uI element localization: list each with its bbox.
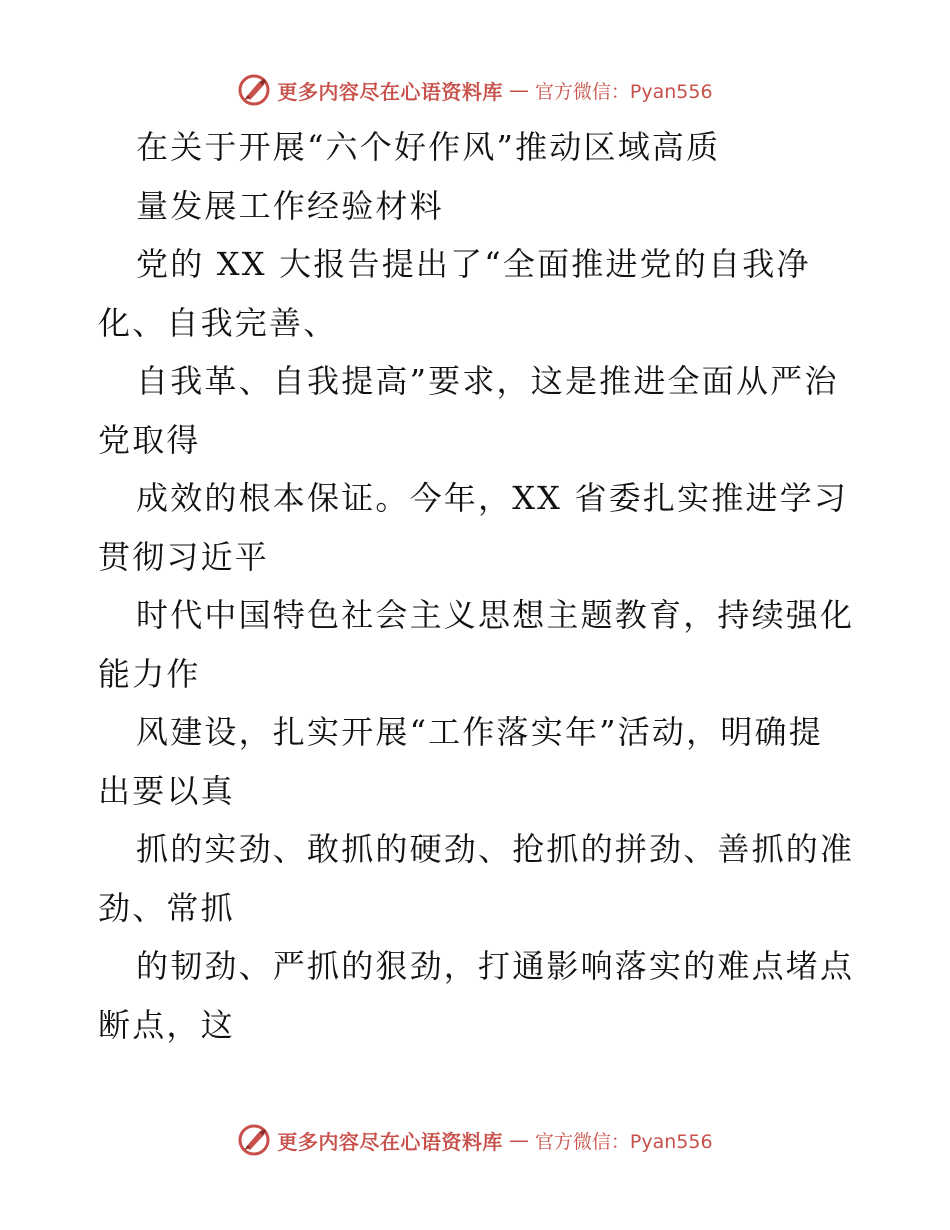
document-title-line-2: 量发展工作经验材料 (136, 186, 444, 225)
header-banner (0, 70, 950, 110)
footer-separator: — (508, 1128, 529, 1152)
paragraph-line: 党取得 (98, 420, 201, 459)
document-body (98, 118, 858, 1054)
paragraph-line: 贯彻习近平 (98, 537, 270, 576)
header-separator: — (508, 78, 529, 102)
footer-contact: 官方微信：Pyan556 (534, 1130, 713, 1153)
paragraph-line: 劲、常抓 (98, 888, 235, 927)
paragraph-line: 风建设，扎实开展“工作落实年”活动，明确提 (136, 713, 823, 751)
footer-banner-text: 更多内容尽在心语资料库 (277, 1129, 503, 1154)
header-banner-text: 更多内容尽在心语资料库 (277, 79, 503, 104)
paragraph-line: 断点，这 (98, 1005, 235, 1044)
paragraph-line: 能力作 (98, 654, 201, 693)
paragraph-line: 出要以真 (98, 771, 235, 810)
paragraph-line: 自我革、自我提高”要求，这是推进全面从严治 (136, 362, 839, 400)
pen-nib-logo-icon (237, 73, 271, 107)
paragraph-line: 化、自我完善、 (98, 303, 338, 342)
document-title-line-1: 在关于开展“六个好作风”推动区域高质 (136, 128, 721, 166)
header-contact: 官方微信：Pyan556 (534, 80, 713, 103)
paragraph-line: 成效的根本保证。今年，XX 省委扎实推进学习 (136, 479, 849, 517)
paragraph-line: 时代中国特色社会主义思想主题教育，持续强化 (136, 596, 855, 634)
footer-banner (0, 1120, 950, 1160)
paragraph-line: 的韧劲、严抓的狠劲，打通影响落实的难点堵点 (136, 947, 855, 985)
paragraph-line: 抓的实劲、敢抓的硬劲、抢抓的拼劲、善抓的准 (136, 830, 855, 868)
paragraph-line: 党的 XX 大报告提出了“全面推进党的自我净 (136, 245, 811, 283)
pen-nib-logo-icon (237, 1123, 271, 1157)
